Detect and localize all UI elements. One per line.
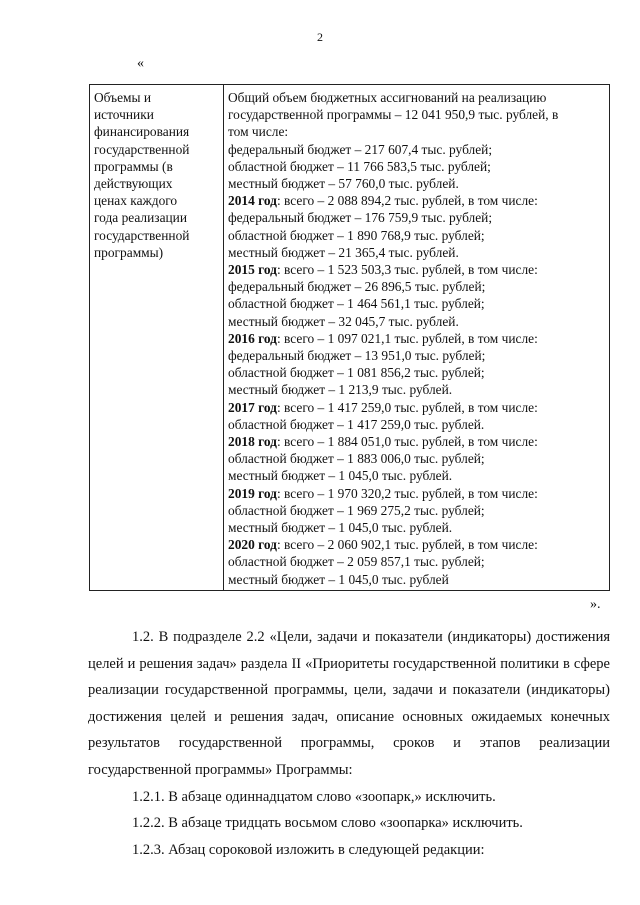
line-text: местный бюджет – 1 045,0 тыс. рублей. xyxy=(228,468,453,484)
line-text: Общий объем бюджетных ассигнований на реализацию xyxy=(228,90,547,105)
budget-line xyxy=(228,553,606,570)
label-line: финансирования xyxy=(94,124,190,140)
paragraph-1-2-2: 1.2.2. В абзаце тридцать восьмом слово «зоопарка» исключить. xyxy=(132,815,523,832)
budget-line xyxy=(228,278,606,295)
label-line: ценах каждого xyxy=(94,193,178,209)
year-summary-line xyxy=(228,192,606,209)
budget-line xyxy=(228,347,606,364)
year-summary-line xyxy=(228,536,606,553)
line-text: местный бюджет – 1 045,0 тыс. рублей xyxy=(228,571,449,587)
financing-content-cell xyxy=(224,85,610,591)
closing-quote-mark: ». xyxy=(590,597,601,612)
line-text: областной бюджет – 1 883 006,0 тыс. рублей; xyxy=(228,451,485,467)
line-text: федеральный бюджет – 217 607,4 тыс. рублей; xyxy=(228,141,493,157)
line-text: областной бюджет – 1 081 856,2 тыс. рублей; xyxy=(228,365,485,381)
opening-quote-mark: « xyxy=(137,56,144,71)
line-text: : всего – 2 088 894,2 тыс. рублей, в том числе: xyxy=(276,193,538,209)
budget-line xyxy=(228,450,606,467)
line-text: : всего – 2 060 902,1 тыс. рублей, в том числе: xyxy=(276,537,538,553)
year-summary-line xyxy=(228,261,606,278)
line-text: государственной программы – 12 041 950,9 тыс. рублей, в xyxy=(228,107,559,123)
line-text: областной бюджет – 1 417 259,0 тыс. рублей. xyxy=(228,416,485,432)
budget-line xyxy=(228,175,606,192)
line-text: : всего – 1 097 021,1 тыс. рублей, в том числе: xyxy=(276,330,538,346)
budget-line xyxy=(228,227,606,244)
budget-line xyxy=(228,467,606,484)
year-summary-line xyxy=(228,485,606,502)
line-text: : всего – 1 523 503,3 тыс. рублей, в том числе: xyxy=(276,262,538,278)
line-text: местный бюджет – 1 213,9 тыс. рублей. xyxy=(228,382,453,398)
line-text: : всего – 1 884 051,0 тыс. рублей, в том числе: xyxy=(276,434,538,450)
budget-line xyxy=(228,416,606,433)
budget-line xyxy=(228,381,606,398)
label-line: года реализации xyxy=(94,210,188,226)
budget-line xyxy=(228,158,606,175)
line-text: том числе: xyxy=(228,124,289,140)
line-text: : всего – 1 417 259,0 тыс. рублей, в том числе: xyxy=(276,399,538,415)
paragraph-1-2-1: 1.2.1. В абзаце одиннадцатом слово «зоопарк,» исключить. xyxy=(132,788,496,805)
label-line: Объемы и xyxy=(94,90,152,105)
label-line: источники xyxy=(94,107,154,123)
budget-line xyxy=(228,295,606,312)
line-text: областной бюджет – 11 766 583,5 тыс. рублей; xyxy=(228,158,491,174)
budget-line xyxy=(228,364,606,381)
year-summary-line xyxy=(228,399,606,416)
paragraph-1-2-3: 1.2.3. Абзац сороковой изложить в следующей редакции: xyxy=(132,841,485,858)
budget-line xyxy=(228,313,606,330)
label-line: программы) xyxy=(94,244,164,260)
line-text: федеральный бюджет – 176 759,9 тыс. рублей; xyxy=(228,210,493,226)
line-text: областной бюджет – 2 059 857,1 тыс. рублей; xyxy=(228,554,485,570)
budget-line xyxy=(228,244,606,261)
budget-line xyxy=(228,106,606,123)
line-text: местный бюджет – 1 045,0 тыс. рублей. xyxy=(228,520,453,536)
year-label: 2016 год xyxy=(228,330,277,346)
line-text: федеральный бюджет – 26 896,5 тыс. рублей; xyxy=(228,279,486,295)
label-line: программы (в xyxy=(94,158,173,174)
year-summary-line xyxy=(228,330,606,347)
page-number: 2 xyxy=(317,30,323,44)
year-label: 2018 год xyxy=(228,434,277,450)
line-text: областной бюджет – 1 969 275,2 тыс. рублей; xyxy=(228,502,485,518)
financing-content-text xyxy=(228,89,606,588)
line-text: областной бюджет – 1 890 768,9 тыс. рублей; xyxy=(228,227,485,243)
financing-table-row xyxy=(90,85,610,591)
budget-line xyxy=(228,502,606,519)
line-text: местный бюджет – 57 760,0 тыс. рублей. xyxy=(228,176,459,192)
line-text: местный бюджет – 32 045,7 тыс. рублей. xyxy=(228,313,459,329)
line-text: федеральный бюджет – 13 951,0 тыс. рублей; xyxy=(228,348,486,364)
financing-label-cell xyxy=(90,85,224,591)
budget-line xyxy=(228,209,606,226)
budget-line xyxy=(228,141,606,158)
financing-label-text xyxy=(94,89,220,261)
paragraph-1-2: 1.2. В подразделе 2.2 «Цели, задачи и показатели (индикаторы) достижения целей и решения задач» раздела II «Приоритеты государственной политики в сфере реализации государственной программы, цели, задачи и показатели (индикаторы) достижения целей и решения задач, описание основных ожидаемых конечных результатов государственной программы, сроков и этапов реализации государственной программы» Программы: xyxy=(88,629,610,778)
label-line: государственной xyxy=(94,227,190,243)
line-text: местный бюджет – 21 365,4 тыс. рублей. xyxy=(228,244,459,260)
label-line: государственной xyxy=(94,141,190,157)
budget-line xyxy=(228,89,606,106)
budget-line xyxy=(228,519,606,536)
year-label: 2020 год xyxy=(228,537,277,553)
financing-table xyxy=(89,84,610,591)
budget-line xyxy=(228,571,606,588)
year-summary-line xyxy=(228,433,606,450)
line-text: : всего – 1 970 320,2 тыс. рублей, в том числе: xyxy=(276,485,538,501)
line-text: областной бюджет – 1 464 561,1 тыс. рублей; xyxy=(228,296,485,312)
budget-line xyxy=(228,123,606,140)
document-body xyxy=(88,624,610,863)
year-label: 2015 год xyxy=(228,262,277,278)
year-label: 2017 год xyxy=(228,399,277,415)
label-line: действующих xyxy=(94,176,173,192)
year-label: 2019 год xyxy=(228,485,277,501)
year-label: 2014 год xyxy=(228,193,277,209)
